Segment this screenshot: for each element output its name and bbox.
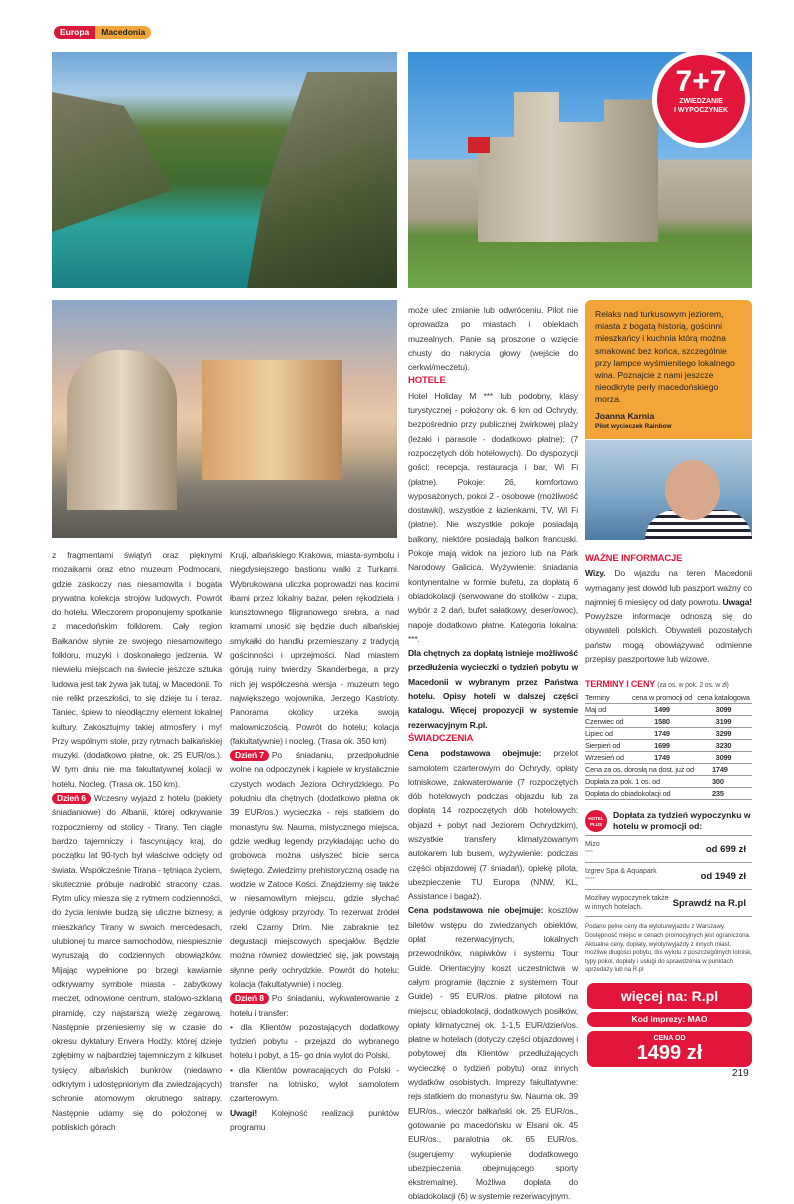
- photo-skopje: [52, 300, 397, 538]
- table-cell: 3230: [715, 741, 732, 751]
- table-cell: 3099: [715, 753, 732, 763]
- hotel-row: [585, 863, 752, 890]
- table-cell: 300: [712, 777, 724, 787]
- surcharge-row: [585, 788, 752, 800]
- quote-role: Pilot wycieczek Rainbow: [595, 422, 672, 430]
- bullet-item: • dla Klientów powracających do Polski - transfer na lotnisko, wylot samolotem czarterowym.: [230, 1064, 399, 1104]
- header-cell: Terminy: [585, 693, 610, 703]
- paragraph: Do wjazdu na teren Macedonii wymagany jest dowód lub paszport ważny co najmniej 6 miesięcy od daty powrotu.: [585, 568, 752, 607]
- price-table-title: TERMINY I CENY: [585, 679, 655, 690]
- breadcrumb: [54, 26, 151, 39]
- details-column: [408, 303, 578, 1204]
- section-heading-hotels: HOTELE: [408, 375, 446, 387]
- label: Wizy.: [585, 568, 606, 579]
- quote-author: Joanna Karnia: [595, 410, 655, 421]
- hotel-name: Izgrev Spa & Aquapark: [585, 868, 657, 876]
- hotel-stars: *****: [585, 877, 595, 884]
- paragraph: Kruji, albańskiego Krakowa, miasta-symbolu i niegdysiejszego bastionu walki z Turkami. Wybrukowana uliczka poprowadzi nas kocimi łbami przez lokalny bazar, pełen rękodzieła i kunsztownego filigranowego srebra, a nad kramami unosić się będzie duch albańskiej smykałki do handlu przemieszany z tradycją gościnności i uprzejmości. Nad miastem górują ruiny twierdzy Skanderbega, a przy nich jej współczesna wersja - muzeum tego największego wojownika, Jerzego Kastrioty. Panorama okolicy urzeka swoją malowniczością. Powrót do hotelu; kolacja (fakultatywnie) i nocleg. (Trasa ok. 350 km): [230, 550, 399, 746]
- hotel-price: Sprawdź na R.pl: [672, 897, 746, 909]
- table-cell: Maj od: [585, 705, 606, 715]
- paragraph: przelot samolotem czarterowym do Ochrydy, opłaty lotniskowe, zakwaterowanie (7 rozpoczętych dób hotelowych podczas objazdu lub za dopłatą 14 rozpoczętych dób hotelowych: objazd + pobyt nad Jeziorem Ochrydzkim), wszystkie transfery klimatyzowanym autokarem lub busem, wyżywienie: podczas części objazdowej (7 śniadań), opiekę pilota, ubezpieczenie TU Europa (NNW, KL, Assistance i bagaż).: [408, 748, 578, 902]
- paragraph: Po śniadaniu, wykwaterowanie z hotelu i transfer:: [230, 993, 399, 1018]
- paragraph: z fragmentami świątyń oraz pięknymi mozaikami oraz etno muzeum Podmocani, gdzie zaskoczy nas niesamowita i bogata prywatna kolekcja strojów ludowych. Powrót do hotelu. Wieczorem proponujemy spotkanie z macedońskim folklorem. Cały region Bałkanów słynie ze swojego niesamowitego folkloru, muzyki i doskonałego jedzenia. W niewielu miejscach na świecie jeszcze sztuka ludowa jest tak żywa jak tutaj, w Macedonii. To nie relikt przeszłości, to się dzieje tu i teraz. Taniec, śpiew to nieodłączny element lokalnej kultury. Zakosztujmy takiej atmosfery i my! Przy wspólnym stole, przy rytmach bałkańskiej muzyki. (dodatkowo płatne, ok. 25 EUR/os.). W tym dniu nie ma fakultatywnej kolacji w hotelu. Nocleg. (Trasa ok. 150 km).: [52, 550, 222, 789]
- badge-number: 7+7: [675, 65, 727, 98]
- paragraph: kosztów biletów wstępu do zwiedzanych obiektów, opłat rezerwacyjnych, lokalnych przewodników, napiwków i systemu Tour Guide. Orientacyjny koszt uczestnictwa w całym programie (łącznie z systemem Tour Guide) - 95 EUR/os. płatne pilotowi na miejscu; obiadokolacji, dodatkowych posiłków, opłaty klimatycznej ok. 1-1,5 EUR/dzień/os. płatne w hotelach (dotyczy części objazdowej i pobytowej dla Klientów przedłużających wycieczkę o tydzień pobytu) oraz innych wydatków osobistych. Imprezy fakultatywne: rejs statkiem do monastyru św. Nauma ok. 39 EUR/os., wieczór bałkański ok. 25 EUR/os., gotowanie po macedońsku w Elsani ok. 45 EUR/os., paralotnia ok. 65 EUR/os. (sugerujemy wykupienie dodatkowego ubezpieczenia obejmującego sporty ekstremalne). Możliwa dopłata do obiadokolacji (6) w systemie rezerwacyjnym.: [408, 905, 578, 1202]
- table-cell: Dopłata za pok. 1 os. od: [585, 777, 660, 787]
- hotel-name: Mizo: [585, 841, 600, 849]
- table-row: [585, 752, 752, 764]
- tag-macedonia[interactable]: Macedonia: [95, 26, 151, 39]
- table-cell: 1580: [654, 717, 670, 727]
- pilot-quote: [585, 300, 752, 439]
- table-cell: Cena za os. dorosłą na dost. już od: [585, 765, 694, 775]
- header-cell: cena w promocji od: [631, 693, 693, 703]
- extension-note: Dla chętnych za dopłatą istnieje możliwość przedłużenia wycieczki o tydzień pobytu w Macedonii w wybranym przez Państwa hotelu. Opisy hoteli w dalszej części katalogu. Więcej propozycji w systemie rezerwacyjnym R.pl.: [408, 648, 578, 730]
- hotel-plus-table: [585, 806, 752, 917]
- label: Uwaga!: [722, 596, 752, 607]
- table-cell: 1749: [654, 729, 670, 739]
- tag-europa[interactable]: Europa: [54, 26, 95, 39]
- table-cell: 3199: [715, 717, 732, 727]
- table-cell: Wrzesień od: [585, 753, 624, 763]
- table-cell: 3099: [715, 705, 732, 715]
- note-label: Uwagi!: [230, 1107, 258, 1118]
- table-cell: 1499: [654, 705, 670, 715]
- table-cell: 235: [712, 789, 724, 799]
- table-row: [585, 740, 752, 752]
- important-info: [585, 552, 752, 666]
- tour-type-badge: [652, 50, 750, 148]
- paragraph: może ulec zmianie lub odwróceniu. Pilot nie oprowadza po miastach i obiektach muzealnych. Panie są proszone o wzięcie chusty do nakrycia głowy (wejście do cerkwi/meczetu).: [408, 305, 578, 373]
- table-cell: 1749: [654, 753, 670, 763]
- day-badge: Dzień 8: [230, 993, 269, 1004]
- photo-matka-canyon: [52, 52, 397, 288]
- program-column-1: [52, 548, 222, 1134]
- label: Cena podstawowa obejmuje:: [408, 748, 542, 759]
- hotel-price: od 1949 zł: [700, 870, 746, 882]
- label: Cena podstawowa nie obejmuje:: [408, 905, 544, 916]
- tour-code: Kod imprezy: MAO: [587, 1012, 752, 1027]
- hotel-info: [585, 840, 600, 858]
- hotel-row: [585, 890, 752, 917]
- price-label: CENA OD: [653, 1034, 686, 1042]
- table-header: [585, 692, 752, 704]
- more-on-rpl-button[interactable]: więcej na: R.pl: [587, 983, 752, 1009]
- table-cell: Sierpień od: [585, 741, 621, 751]
- photo-pilot: [585, 440, 752, 540]
- hotel-info: [585, 894, 669, 912]
- section-heading-services: ŚWIADCZENIA: [408, 732, 474, 744]
- quote-text: Relaks nad turkusowym jeziorem, miasta z bogatą historią, gościnni mieszkańcy i kuchnia którą można smakować bez końca, szczególnie przy lampce wyśmienitego lokalnego wina. Poznajcie z nami jeszcze nieodkryte perły macedońskiego morza.: [595, 309, 735, 405]
- day-badge: Dzień 6: [52, 793, 91, 804]
- surcharge-row: [585, 764, 752, 776]
- program-column-2: [230, 548, 399, 1134]
- price-value: 1499 zł: [636, 1041, 703, 1064]
- hotel-row: [585, 836, 752, 863]
- page-number: 219: [732, 1068, 749, 1079]
- hotel-price: od 699 zł: [705, 843, 746, 855]
- price-note: Podano pełne ceny dla wylotu/wyjazdu z Warszawy. Dostępność miejsc w cenach promocyjnych jest ograniczona. Aktualne ceny, dopłaty, wyloty/wyjazdy z innych miast, możliwe długości pobytu, dni wylotu z poszczególnych lotnisk, typy pokoi, dopłaty i usługi do sprawdzenia w punktach sprzedaży lub na R.pl: [585, 923, 752, 974]
- day-badge: Dzień 7: [230, 750, 269, 761]
- table-cell: Lipiec od: [585, 729, 613, 739]
- table-cell: Czerwiec od: [585, 717, 624, 727]
- section-heading-info: WAŻNE INFORMACJE: [585, 553, 683, 564]
- hotel-stars: ****: [585, 850, 593, 857]
- paragraph: Po śniadaniu, przedpołudnie wolne na odpoczynek i kąpiele w krystalicznie czystych wodach Jeziora Ochrydzkiego. Po południu dla chętnych (dodatkowo płatna ok 39 EUR/os.) wycieczka - rejs statkiem do monastyru św. Nauma, mistycznego miejsca, gdzie według legendy przykładając ucho do grobowca można usłyszeć bicie serca świętego. Zwiedzimy prehistoryczną osadę na wodzie w Zatoce Kości. Znajdziemy się także w niesamowitym miejscu, gdzie słychać jedynie odgłosy przyrody. To rezerwat źródeł rzeki Czarny Drim. Nie zabraknie też degustacji miejscowych specjałów. Będzie można również dowiedzieć się, jak powstają słynne perły ochrydzkie. Powrót do hotelu; kolacja (fakultatywnie) i nocleg.: [230, 750, 399, 989]
- bullet-item: • dla Klientów pozostających dodatkowy tydzień pobytu - przejazd do wybranego hotelu i pobyt, a 15- go dnia wylot do Polski,: [230, 1021, 399, 1061]
- badge-line1: ZWIEDZANIE: [679, 98, 723, 105]
- price-table-subtitle: (za os. w pok. 2 os. w zł): [657, 682, 729, 690]
- price-from-box: [587, 1031, 752, 1067]
- hotel-plus-logo: HOTEL PLUS: [585, 810, 607, 832]
- surcharge-row: [585, 776, 752, 788]
- paragraph: Wczesny wyjazd z hotelu (pakiety śniadaniowe) do Albanii, której odkrywanie rozpoczniemy od stolicy - Tirany. Ten ciągle bardzo tajemniczy i fascynujący kraj, do początku lat 90-tych był właściwe odcięty od świata. Współcześnie Tirana - tętniąca życiem, skutecznie próbuje nadrobić stracony czas. Rytm ulicy miesza się z rytmem codzienności, do życia leniwie budzą się uliczne biznesy, a mieszkańcy Tirany w swoich mercedesach, ulubionej tu marce samochodów, niespiesznie wyruszają do codziennych obowiązków. Mijając wypełnione po brzegi kawiarnie odkrywamy symbole miasta - zabytkowy meczet, odnowione centrum, stalowo-szklaną piramidę, czy najstarszą wieżę zegarową. Następnie przeniesiemy się w czasie do okresu dyktatury Envera Hodży, której dzieje zgłębimy w najbardziej tajemniczym z kilkuset tysięcy albańskich bunkrów (niedawno odkrytym i udostępnionym dla zwiedzających) schronie atomowym okrutnego satrapy. Następnie udamy się do położonej w pobliskich górach: [52, 793, 222, 1132]
- header-cell: cena katalogowa: [697, 693, 750, 703]
- table-cell: 1699: [654, 741, 670, 751]
- table-row: [585, 728, 752, 740]
- table-cell: Dopłata do obiadokolacji od: [585, 789, 671, 799]
- badge-line2: I WYPOCZYNEK: [673, 107, 729, 114]
- price-table: [585, 678, 752, 800]
- table-cell: 3299: [715, 729, 732, 739]
- paragraph: Kolejność realizacji punktów programu: [230, 1107, 399, 1132]
- paragraph: Powyższe informacje odnoszą się do obywateli polskich. Obywateli pozostałych państw mogą obowiązywać odmienne przepisy paszportowe lub wizowe.: [585, 611, 752, 665]
- table-cell: 1749: [712, 765, 728, 775]
- paragraph: Hotel Holiday M *** lub podobny, klasy turystycznej - położony ok. 6 km od Ochrydy, bezpośrednio przy publicznej żwirkowej plaży (leżaki i parasole - dodatkowo płatne); (7 rozpoczętych dób hotelowych). Do dyspozycji gości: recepcja, restauracja i bar, Wi Fi (płatne). Pokoje: 26, komfortowo wyposażonych, pokoi 2 - osobowe (możliwość dostawki), wszystkie z łazienkami, TV, Wi Fi (płatne). Nie wszystkie pokoje posiadają balkony, niektóre posiadają balkon francuski. Pokoje mają widok na jezioro lub na Park Narodowy Galicica. Wyżywienie: śniadania kontynentalne w formie bufetu, za dopłatą 6 obiadokolacji (serwowane do stolików - zupa, wybór z 2 dań, bufet sałatkowy, deser/owoc), napoje dodatkowo płatne. Kategoria lokalna: ***.: [408, 390, 578, 644]
- hotel-plus-title: Dopłata za tydzień wypoczynku w hotelu w promocji od:: [613, 809, 751, 831]
- hotel-info: [585, 867, 657, 885]
- right-column: [585, 552, 752, 1067]
- hotel-name: Możliwy wypoczynek także w innych hotelach.: [585, 895, 669, 912]
- table-row: [585, 704, 752, 716]
- table-row: [585, 716, 752, 728]
